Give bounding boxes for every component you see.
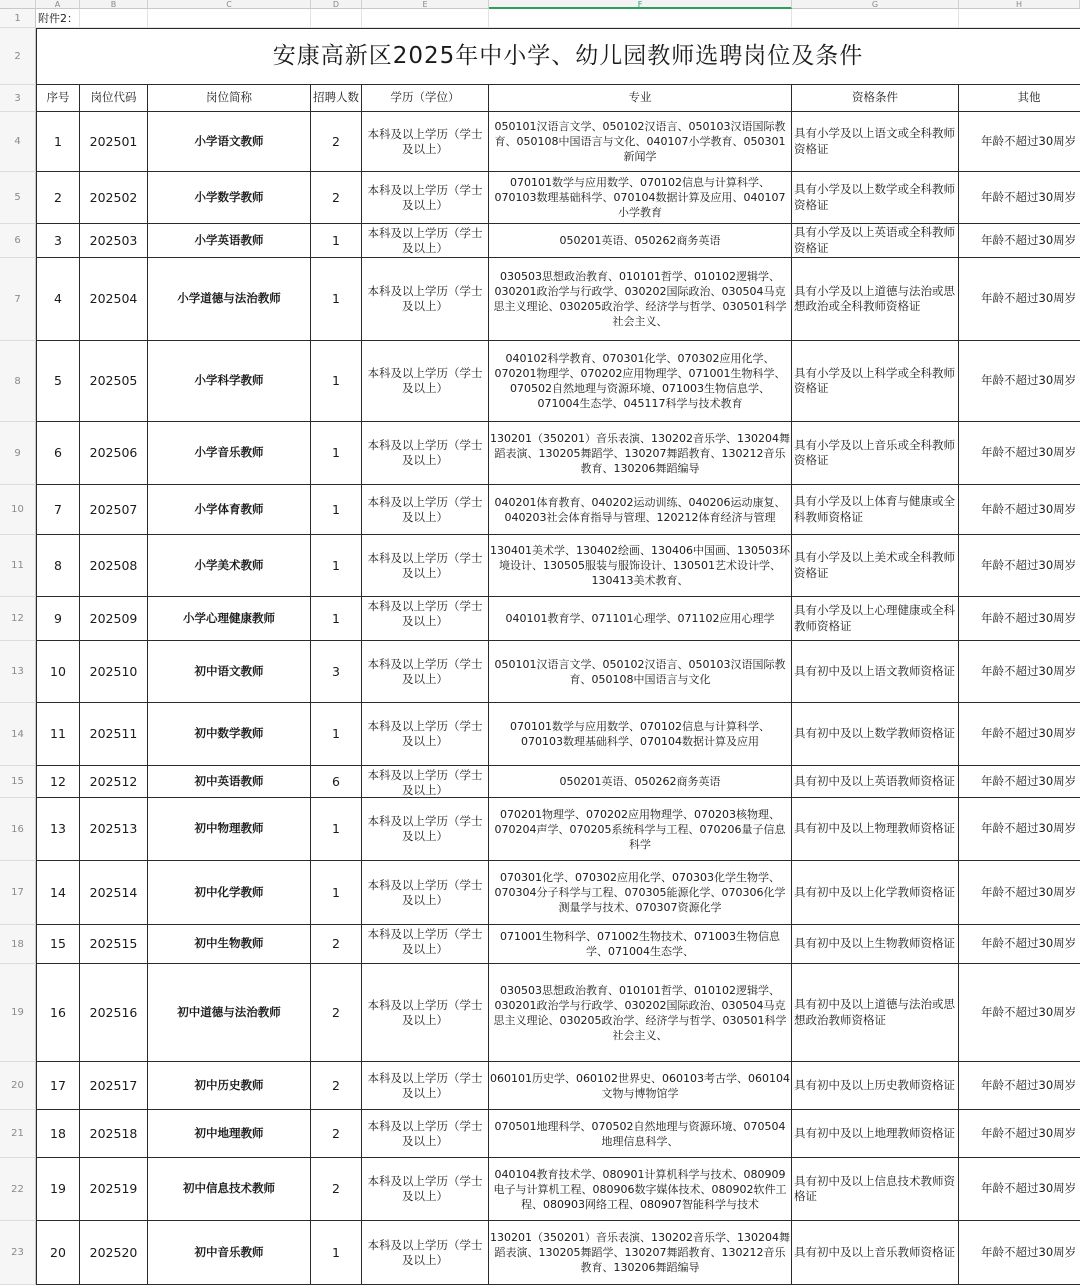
- cell-other[interactable]: 年龄不超过30周岁: [959, 172, 1080, 224]
- column-header-b[interactable]: B: [80, 0, 148, 9]
- cell-name[interactable]: 初中化学教师: [148, 861, 311, 925]
- cell-qual[interactable]: 具有小学及以上美术或全科教师资格证: [792, 535, 959, 597]
- cell-seq[interactable]: 3: [36, 224, 80, 258]
- cell-seq[interactable]: 17: [36, 1062, 80, 1110]
- cell-edu[interactable]: 本科及以上学历（学士及以上）: [362, 1062, 489, 1110]
- cell-seq[interactable]: 6: [36, 422, 80, 485]
- cell-qual[interactable]: 具有初中及以上数学教师资格证: [792, 703, 959, 766]
- cell-edu[interactable]: 本科及以上学历（学士及以上）: [362, 861, 489, 925]
- cell-qual[interactable]: 具有初中及以上语文教师资格证: [792, 641, 959, 703]
- cell-code[interactable]: 202514: [80, 861, 148, 925]
- cell-name[interactable]: 小学心理健康教师: [148, 597, 311, 641]
- cell-qual[interactable]: 具有小学及以上音乐或全科教师资格证: [792, 422, 959, 485]
- cell-code[interactable]: 202505: [80, 341, 148, 422]
- cell-major[interactable]: 050101汉语言文学、050102汉语言、050103汉语国际教育、050108中国语言与文化: [489, 641, 792, 703]
- column-title-qual[interactable]: 资格条件: [792, 85, 959, 112]
- cell-edu[interactable]: 本科及以上学历（学士及以上）: [362, 422, 489, 485]
- row-header[interactable]: 5: [0, 172, 36, 224]
- cell-seq[interactable]: 5: [36, 341, 80, 422]
- cell-edu[interactable]: 本科及以上学历（学士及以上）: [362, 172, 489, 224]
- cell-other[interactable]: 年龄不超过30周岁: [959, 798, 1080, 861]
- cell-code[interactable]: 202513: [80, 798, 148, 861]
- cell-seq[interactable]: 14: [36, 861, 80, 925]
- cell-edu[interactable]: 本科及以上学历（学士及以上）: [362, 112, 489, 172]
- cell-count[interactable]: 1: [311, 258, 362, 341]
- column-title-major[interactable]: 专业: [489, 85, 792, 112]
- cell-other[interactable]: 年龄不超过30周岁: [959, 597, 1080, 641]
- cell-major[interactable]: 130401美术学、130402绘画、130406中国画、130503环境设计、130505服装与服饰设计、130501艺术设计学、130413美术教育、: [489, 535, 792, 597]
- grid-cell: [959, 9, 1080, 28]
- cell-qual[interactable]: 具有小学及以上英语或全科教师资格证: [792, 224, 959, 258]
- cell-major[interactable]: 040102科学教育、070301化学、070302应用化学、070201物理学、070202应用物理学、071001生物科学、070502自然地理与资源环境、071003生物信息学、071004生态学、045117科学与技术教育: [489, 341, 792, 422]
- cell-name[interactable]: 初中语文教师: [148, 641, 311, 703]
- cell-name[interactable]: 小学数学教师: [148, 172, 311, 224]
- cell-code[interactable]: 202520: [80, 1221, 148, 1285]
- cell-code[interactable]: 202502: [80, 172, 148, 224]
- cell-code[interactable]: 202517: [80, 1062, 148, 1110]
- cell-code[interactable]: 202512: [80, 766, 148, 798]
- cell-major[interactable]: 050201英语、050262商务英语: [489, 224, 792, 258]
- cell-name[interactable]: 小学音乐教师: [148, 422, 311, 485]
- cell-qual[interactable]: 具有初中及以上音乐教师资格证: [792, 1221, 959, 1285]
- cell-code[interactable]: 202511: [80, 703, 148, 766]
- column-title-code[interactable]: 岗位代码: [80, 85, 148, 112]
- cell-count[interactable]: 2: [311, 1158, 362, 1221]
- cell-edu[interactable]: 本科及以上学历（学士及以上）: [362, 641, 489, 703]
- cell-qual[interactable]: 具有初中及以上化学教师资格证: [792, 861, 959, 925]
- cell-code[interactable]: 202504: [80, 258, 148, 341]
- row-header[interactable]: 4: [0, 112, 36, 172]
- cell-other[interactable]: 年龄不超过30周岁: [959, 112, 1080, 172]
- cell-seq[interactable]: 12: [36, 766, 80, 798]
- cell-count[interactable]: 2: [311, 964, 362, 1062]
- cell-code[interactable]: 202501: [80, 112, 148, 172]
- cell-qual[interactable]: 具有小学及以上体育与健康或全科教师资格证: [792, 485, 959, 535]
- cell-count[interactable]: 2: [311, 172, 362, 224]
- cell-major[interactable]: 040104教育技术学、080901计算机科学与技术、080909电子与计算机工程、080906数字媒体技术、080902软件工程、080903网络工程、080907智能科学与技术: [489, 1158, 792, 1221]
- cell-seq[interactable]: 18: [36, 1110, 80, 1158]
- cell-qual[interactable]: 具有小学及以上心理健康或全科教师资格证: [792, 597, 959, 641]
- cell-seq[interactable]: 11: [36, 703, 80, 766]
- cell-major[interactable]: 070101数学与应用数学、070102信息与计算科学、070103数理基础科学、070104数据计算及应用: [489, 703, 792, 766]
- cell-seq[interactable]: 10: [36, 641, 80, 703]
- attachment-note: 附件2：: [38, 11, 78, 25]
- cell-name[interactable]: 初中道德与法治教师: [148, 964, 311, 1062]
- cell-other[interactable]: 年龄不超过30周岁: [959, 1110, 1080, 1158]
- cell-qual[interactable]: 具有初中及以上英语教师资格证: [792, 766, 959, 798]
- cell-major[interactable]: 040101教育学、071101心理学、071102应用心理学: [489, 597, 792, 641]
- cell-count[interactable]: 1: [311, 535, 362, 597]
- cell-edu[interactable]: 本科及以上学历（学士及以上）: [362, 535, 489, 597]
- cell-count[interactable]: 6: [311, 766, 362, 798]
- cell-count[interactable]: 1: [311, 798, 362, 861]
- row-header[interactable]: 11: [0, 535, 36, 597]
- row-header[interactable]: 7: [0, 258, 36, 341]
- row-header[interactable]: 22: [0, 1158, 36, 1221]
- select-all-corner[interactable]: [0, 0, 36, 9]
- cell-count[interactable]: 1: [311, 597, 362, 641]
- cell-name[interactable]: 初中英语教师: [148, 766, 311, 798]
- cell-major[interactable]: 130201（350201）音乐表演、130202音乐学、130204舞蹈表演、130205舞蹈学、130207舞蹈教育、130212音乐教育、130206舞蹈编导: [489, 422, 792, 485]
- cell-major[interactable]: 070301化学、070302应用化学、070303化学生物学、070304分子科学与工程、070305能源化学、070306化学测量学与技术、070307资源化学: [489, 861, 792, 925]
- cell-count[interactable]: 1: [311, 1221, 362, 1285]
- cell-edu[interactable]: 本科及以上学历（学士及以上）: [362, 1110, 489, 1158]
- grid-cell: [489, 9, 792, 28]
- cell-major[interactable]: 070201物理学、070202应用物理学、070203核物理、070204声学、070205系统科学与工程、070206量子信息科学: [489, 798, 792, 861]
- cell-code[interactable]: 202509: [80, 597, 148, 641]
- row-header[interactable]: 23: [0, 1221, 36, 1285]
- row-header[interactable]: 18: [0, 925, 36, 964]
- cell-qual[interactable]: 具有初中及以上地理教师资格证: [792, 1110, 959, 1158]
- cell-name[interactable]: 小学体育教师: [148, 485, 311, 535]
- column-title-other[interactable]: 其他: [959, 85, 1080, 112]
- cell-other[interactable]: 年龄不超过30周岁: [959, 485, 1080, 535]
- cell-name[interactable]: 小学科学教师: [148, 341, 311, 422]
- cell-major[interactable]: 050101汉语言文学、050102汉语言、050103汉语国际教育、050108中国语言与文化、040107小学教育、050301新闻学: [489, 112, 792, 172]
- cell-seq[interactable]: 16: [36, 964, 80, 1062]
- column-title-seq[interactable]: 序号: [36, 85, 80, 112]
- cell-other[interactable]: 年龄不超过30周岁: [959, 1158, 1080, 1221]
- cell-code[interactable]: 202506: [80, 422, 148, 485]
- cell-other[interactable]: 年龄不超过30周岁: [959, 422, 1080, 485]
- row-header[interactable]: 3: [0, 85, 36, 112]
- row-header[interactable]: 19: [0, 964, 36, 1062]
- cell-name[interactable]: 初中数学教师: [148, 703, 311, 766]
- column-header-c[interactable]: C: [148, 0, 311, 9]
- cell-major[interactable]: 050201英语、050262商务英语: [489, 766, 792, 798]
- cell-edu[interactable]: 本科及以上学历（学士及以上）: [362, 798, 489, 861]
- cell-qual[interactable]: 具有初中及以上信息技术教师资格证: [792, 1158, 959, 1221]
- cell-seq[interactable]: 19: [36, 1158, 80, 1221]
- cell-count[interactable]: 1: [311, 485, 362, 535]
- column-header-g[interactable]: G: [792, 0, 959, 9]
- cell-count[interactable]: 2: [311, 1062, 362, 1110]
- row-header[interactable]: 1: [0, 9, 36, 28]
- cell-major[interactable]: 071001生物科学、071002生物技术、071003生物信息学、071004生态学、: [489, 925, 792, 964]
- row-header[interactable]: 8: [0, 341, 36, 422]
- cell-other[interactable]: 年龄不超过30周岁: [959, 1221, 1080, 1285]
- grid-cell: [362, 9, 489, 28]
- cell-count[interactable]: 1: [311, 703, 362, 766]
- cell-seq[interactable]: 4: [36, 258, 80, 341]
- cell-other[interactable]: 年龄不超过30周岁: [959, 925, 1080, 964]
- cell-edu[interactable]: 本科及以上学历（学士及以上）: [362, 1221, 489, 1285]
- cell-other[interactable]: 年龄不超过30周岁: [959, 258, 1080, 341]
- cell-code[interactable]: 202508: [80, 535, 148, 597]
- row-header[interactable]: 12: [0, 597, 36, 641]
- cell-qual[interactable]: 具有小学及以上科学或全科教师资格证: [792, 341, 959, 422]
- cell-name[interactable]: 初中音乐教师: [148, 1221, 311, 1285]
- cell-seq[interactable]: 7: [36, 485, 80, 535]
- cell-other[interactable]: 年龄不超过30周岁: [959, 861, 1080, 925]
- cell-other[interactable]: 年龄不超过30周岁: [959, 341, 1080, 422]
- cell-qual[interactable]: 具有初中及以上道德与法治或思想政治教师资格证: [792, 964, 959, 1062]
- row-header[interactable]: 16: [0, 798, 36, 861]
- cell-edu[interactable]: 本科及以上学历（学士及以上）: [362, 341, 489, 422]
- cell-name[interactable]: 初中生物教师: [148, 925, 311, 964]
- cell-qual[interactable]: 具有初中及以上物理教师资格证: [792, 798, 959, 861]
- cell-seq[interactable]: 1: [36, 112, 80, 172]
- cell-major[interactable]: 070501地理科学、070502自然地理与资源环境、070504地理信息科学、: [489, 1110, 792, 1158]
- cell-other[interactable]: 年龄不超过30周岁: [959, 1062, 1080, 1110]
- cell-name[interactable]: 小学英语教师: [148, 224, 311, 258]
- cell-name[interactable]: 初中物理教师: [148, 798, 311, 861]
- cell-count[interactable]: 2: [311, 1110, 362, 1158]
- column-header-a[interactable]: A: [36, 0, 80, 9]
- row-header[interactable]: 21: [0, 1110, 36, 1158]
- cell-edu[interactable]: 本科及以上学历（学士及以上）: [362, 258, 489, 341]
- cell-code[interactable]: 202519: [80, 1158, 148, 1221]
- column-header-d[interactable]: D: [311, 0, 362, 9]
- cell-count[interactable]: 2: [311, 112, 362, 172]
- row-header[interactable]: 15: [0, 766, 36, 798]
- cell-edu[interactable]: 本科及以上学历（学士及以上）: [362, 597, 489, 641]
- row-header[interactable]: 9: [0, 422, 36, 485]
- cell-name[interactable]: 初中地理教师: [148, 1110, 311, 1158]
- column-title-name[interactable]: 岗位简称: [148, 85, 311, 112]
- cell-name[interactable]: 初中历史教师: [148, 1062, 311, 1110]
- cell-other[interactable]: 年龄不超过30周岁: [959, 224, 1080, 258]
- cell-other[interactable]: 年龄不超过30周岁: [959, 964, 1080, 1062]
- column-header-e[interactable]: E: [362, 0, 489, 9]
- cell-name[interactable]: 初中信息技术教师: [148, 1158, 311, 1221]
- cell-edu[interactable]: 本科及以上学历（学士及以上）: [362, 703, 489, 766]
- cell-qual[interactable]: 具有小学及以上语文或全科教师资格证: [792, 112, 959, 172]
- grid-cell: [311, 9, 362, 28]
- column-title-edu[interactable]: 学历（学位）: [362, 85, 489, 112]
- cell-code[interactable]: 202515: [80, 925, 148, 964]
- cell-code[interactable]: 202503: [80, 224, 148, 258]
- cell-edu[interactable]: 本科及以上学历（学士及以上）: [362, 766, 489, 798]
- row-header[interactable]: 2: [0, 28, 36, 85]
- cell-other[interactable]: 年龄不超过30周岁: [959, 703, 1080, 766]
- cell-qual[interactable]: 具有初中及以上历史教师资格证: [792, 1062, 959, 1110]
- cell-major[interactable]: 040201体育教育、040202运动训练、040206运动康复、040203社会体育指导与管理、120212体育经济与管理: [489, 485, 792, 535]
- cell-other[interactable]: 年龄不超过30周岁: [959, 766, 1080, 798]
- cell-qual[interactable]: 具有小学及以上数学或全科教师资格证: [792, 172, 959, 224]
- cell-other[interactable]: 年龄不超过30周岁: [959, 535, 1080, 597]
- cell-code[interactable]: 202510: [80, 641, 148, 703]
- cell-edu[interactable]: 本科及以上学历（学士及以上）: [362, 925, 489, 964]
- row-header[interactable]: 13: [0, 641, 36, 703]
- cell-code[interactable]: 202518: [80, 1110, 148, 1158]
- cell-count[interactable]: 1: [311, 224, 362, 258]
- cell-name[interactable]: 小学美术教师: [148, 535, 311, 597]
- cell-name[interactable]: 小学道德与法治教师: [148, 258, 311, 341]
- column-header-h[interactable]: H: [959, 0, 1080, 9]
- cell-seq[interactable]: 13: [36, 798, 80, 861]
- cell-count[interactable]: 1: [311, 861, 362, 925]
- cell-edu[interactable]: 本科及以上学历（学士及以上）: [362, 964, 489, 1062]
- cell-major[interactable]: 030503思想政治教育、010101哲学、010102逻辑学、030201政治学与行政学、030202国际政治、030504马克思主义理论、030205政治学、经济学与哲学、030501科学社会主义、: [489, 964, 792, 1062]
- cell-count[interactable]: 3: [311, 641, 362, 703]
- cell-code[interactable]: 202516: [80, 964, 148, 1062]
- cell-major[interactable]: 030503思想政治教育、010101哲学、010102逻辑学、030201政治学与行政学、030202国际政治、030504马克思主义理论、030205政治学、经济学与哲学、030501科学社会主义、: [489, 258, 792, 341]
- cell-major[interactable]: 060101历史学、060102世界史、060103考古学、060104文物与博物馆学: [489, 1062, 792, 1110]
- column-title-count[interactable]: 招聘人数: [311, 85, 362, 112]
- cell-qual[interactable]: 具有初中及以上生物教师资格证: [792, 925, 959, 964]
- cell-edu[interactable]: 本科及以上学历（学士及以上）: [362, 1158, 489, 1221]
- cell-count[interactable]: 1: [311, 422, 362, 485]
- cell-count[interactable]: 2: [311, 925, 362, 964]
- row-header[interactable]: 10: [0, 485, 36, 535]
- cell-major[interactable]: 070101数学与应用数学、070102信息与计算科学、070103数理基础科学、070104数据计算及应用、040107小学教育: [489, 172, 792, 224]
- cell-count[interactable]: 1: [311, 341, 362, 422]
- grid-cell: [792, 9, 959, 28]
- row-header[interactable]: 17: [0, 861, 36, 925]
- cell-other[interactable]: 年龄不超过30周岁: [959, 641, 1080, 703]
- cell-seq[interactable]: 15: [36, 925, 80, 964]
- cell-seq[interactable]: 2: [36, 172, 80, 224]
- row-header[interactable]: 20: [0, 1062, 36, 1110]
- cell-major[interactable]: 130201（350201）音乐表演、130202音乐学、130204舞蹈表演、130205舞蹈学、130207舞蹈教育、130212音乐教育、130206舞蹈编导: [489, 1221, 792, 1285]
- cell-qual[interactable]: 具有小学及以上道德与法治或思想政治或全科教师资格证: [792, 258, 959, 341]
- column-header-f[interactable]: F: [489, 0, 792, 9]
- cell-seq[interactable]: 20: [36, 1221, 80, 1285]
- cell-seq[interactable]: 8: [36, 535, 80, 597]
- cell-seq[interactable]: 9: [36, 597, 80, 641]
- sheet-title[interactable]: 安康高新区2025年中小学、幼儿园教师选聘岗位及条件: [36, 28, 1080, 85]
- cell-edu[interactable]: 本科及以上学历（学士及以上）: [362, 485, 489, 535]
- cell-code[interactable]: 202507: [80, 485, 148, 535]
- cell-edu[interactable]: 本科及以上学历（学士及以上）: [362, 224, 489, 258]
- cell-name[interactable]: 小学语文教师: [148, 112, 311, 172]
- row-header[interactable]: 14: [0, 703, 36, 766]
- row-header[interactable]: 6: [0, 224, 36, 258]
